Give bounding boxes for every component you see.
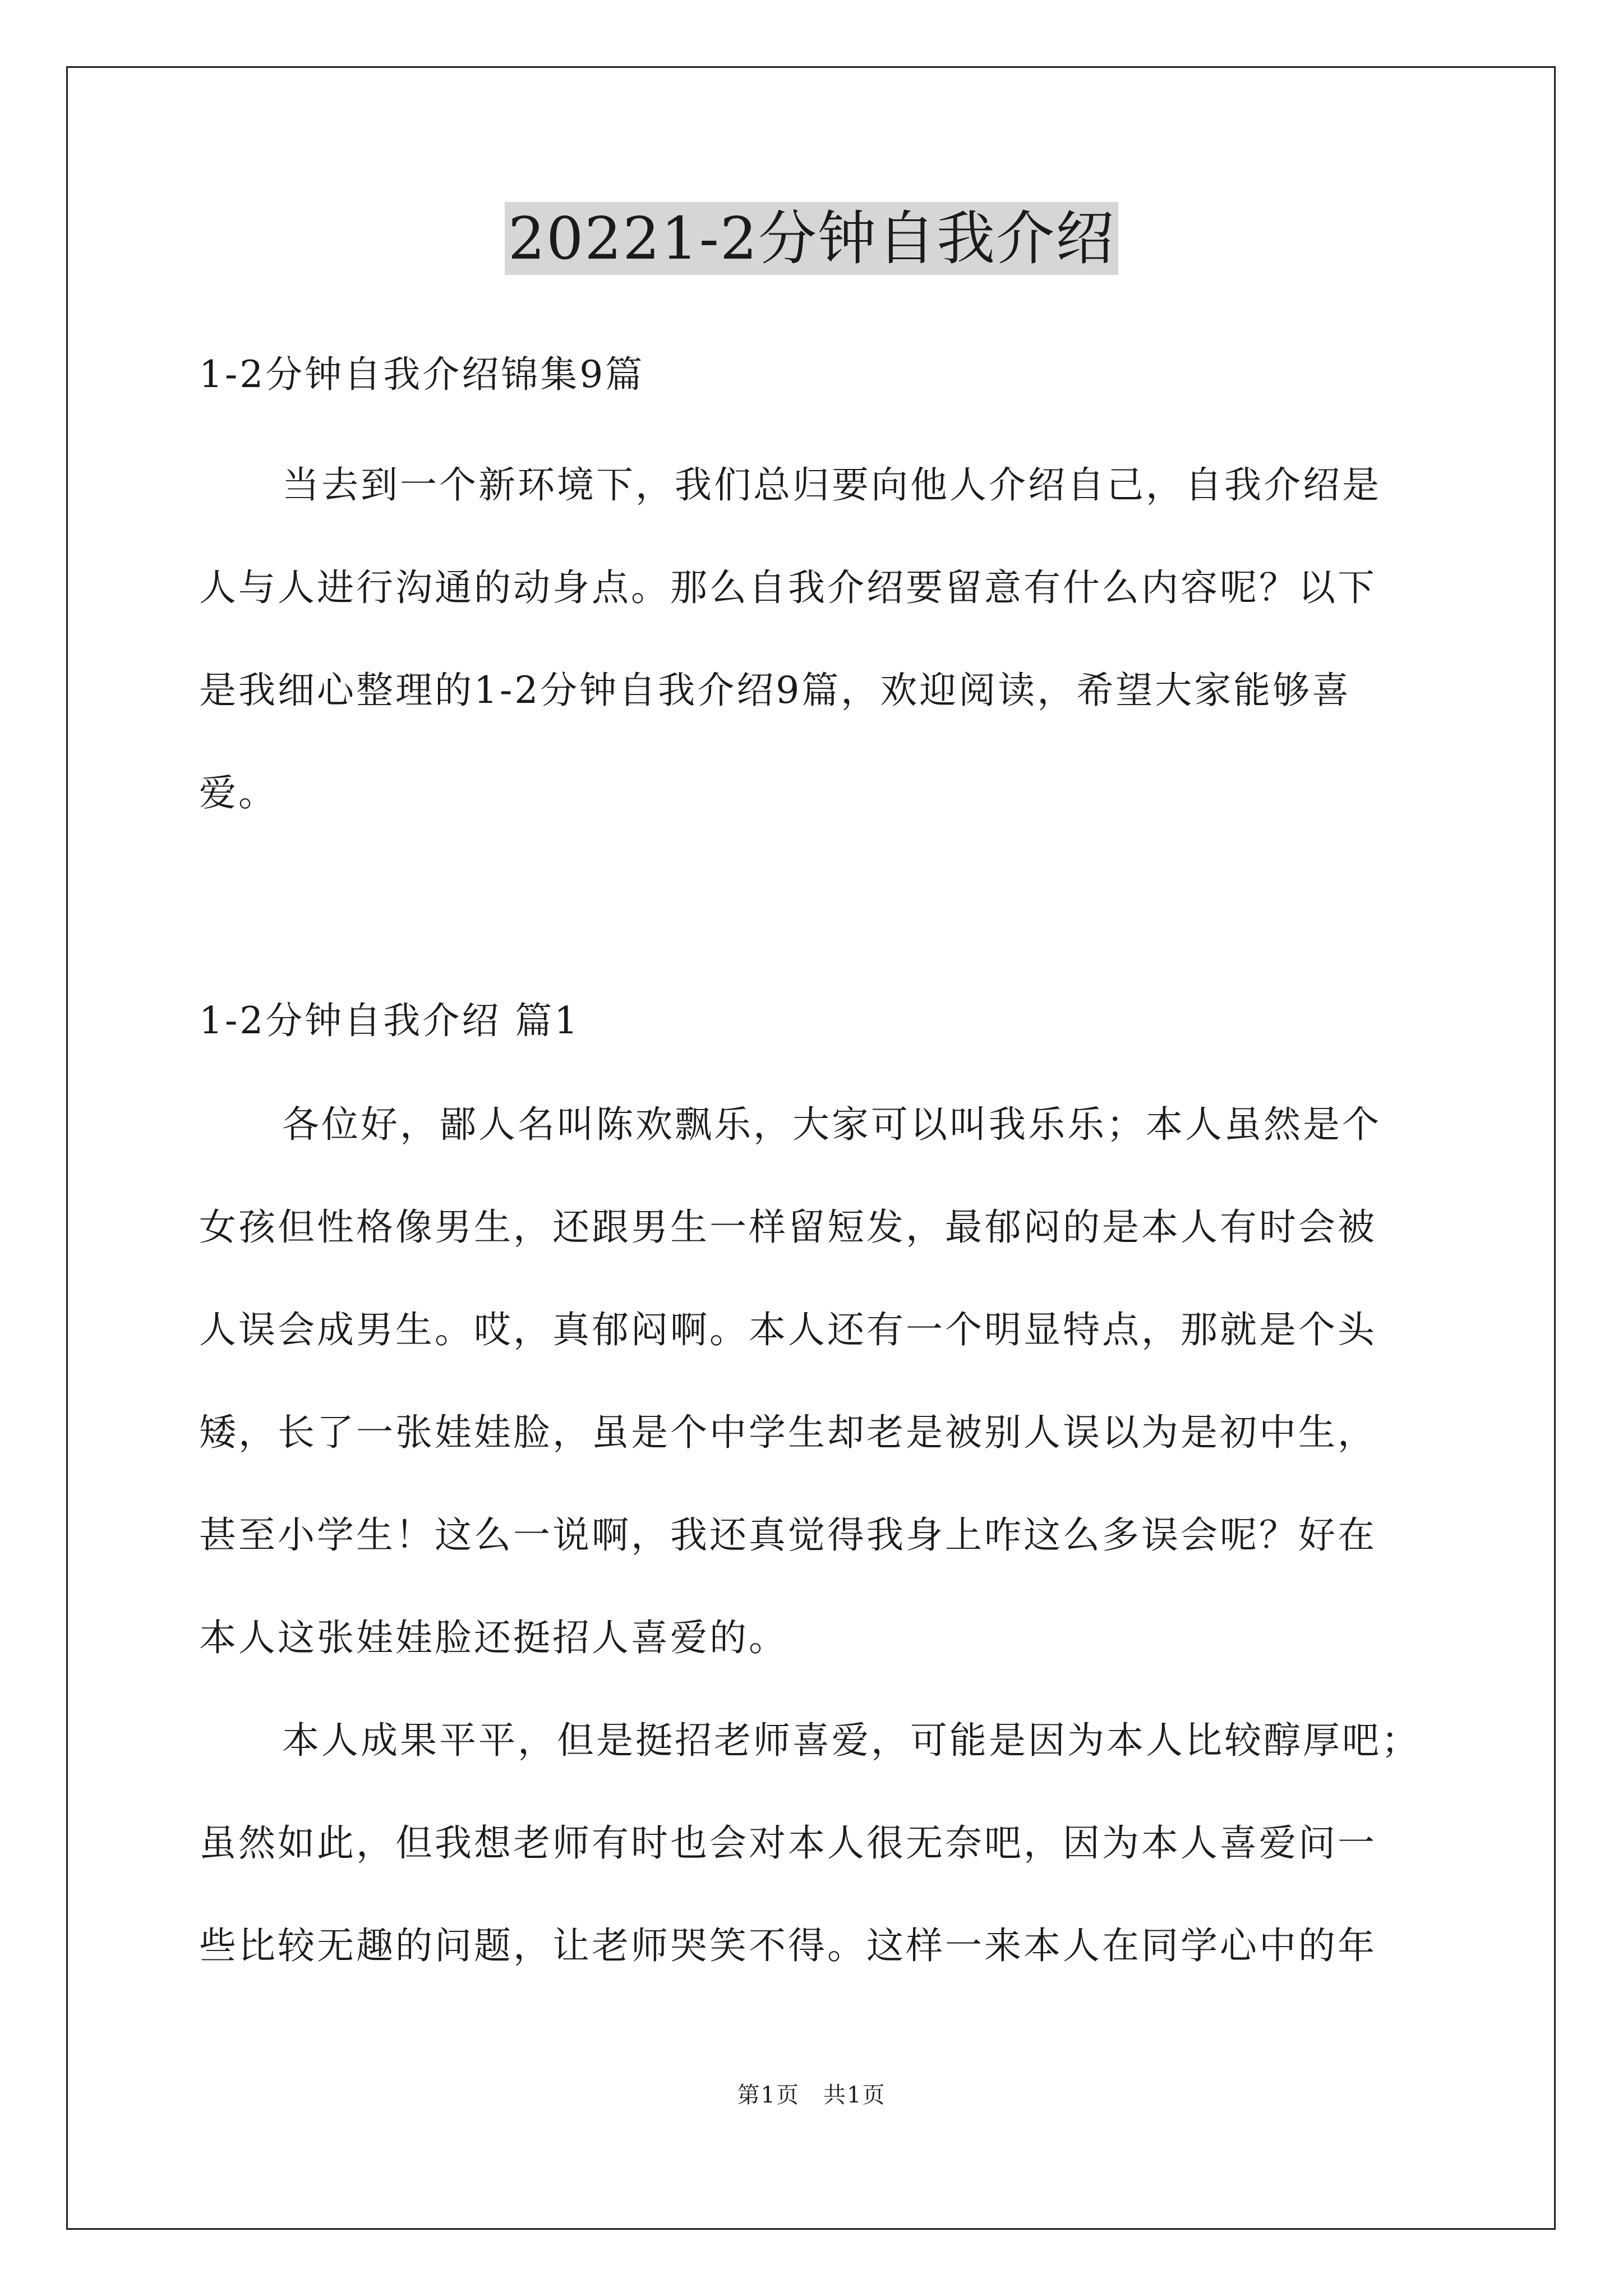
intro-line: 是我细心整理的1-2分钟自我介绍9篇，欢迎阅读，希望大家能够喜: [199, 669, 1352, 712]
intro-line: 当去到一个新环境下，我们总归要向他人介绍自己，自我介绍是: [282, 463, 1381, 507]
body-line: 本人成果平平，但是挺招老师喜爱，可能是因为本人比较醇厚吧；: [282, 1719, 1421, 1762]
page-footer: 第1页 共1页: [737, 2082, 886, 2108]
body-line: 女孩但性格像男生，还跟男生一样留短发，最郁闷的是本人有时会被: [199, 1205, 1377, 1249]
document-title: 20221-2分钟自我介绍: [505, 202, 1118, 275]
intro-line: 人与人进行沟通的动身点。那么自我介绍要留意有什么内容呢？以下: [199, 566, 1377, 609]
section-heading: 1-2分钟自我介绍 篇1: [199, 999, 580, 1042]
intro-line: 爱。: [199, 771, 278, 815]
body-line: 些比较无趣的问题，让老师哭笑不得。这样一来本人在同学心中的年: [199, 1924, 1377, 1967]
body-line: 人误会成男生。哎，真郁闷啊。本人还有一个明显特点，那就是个头: [199, 1308, 1377, 1351]
body-line: 甚至小学生！这么一说啊，我还真觉得我身上咋这么多误会呢？好在: [199, 1513, 1377, 1557]
body-line: 虽然如此，但我想老师有时也会对本人很无奈吧，因为本人喜爱问一: [199, 1821, 1377, 1865]
body-line: 本人这张娃娃脸还挺招人喜爱的。: [199, 1616, 788, 1659]
body-line: 各位好，鄙人名叫陈欢飘乐，大家可以叫我乐乐；本人虽然是个: [282, 1103, 1381, 1146]
subtitle: 1-2分钟自我介绍锦集9篇: [199, 353, 645, 396]
body-line: 矮，长了一张娃娃脸，虽是个中学生却老是被别人误以为是初中生，: [199, 1411, 1377, 1454]
title-container: [0, 202, 1623, 275]
